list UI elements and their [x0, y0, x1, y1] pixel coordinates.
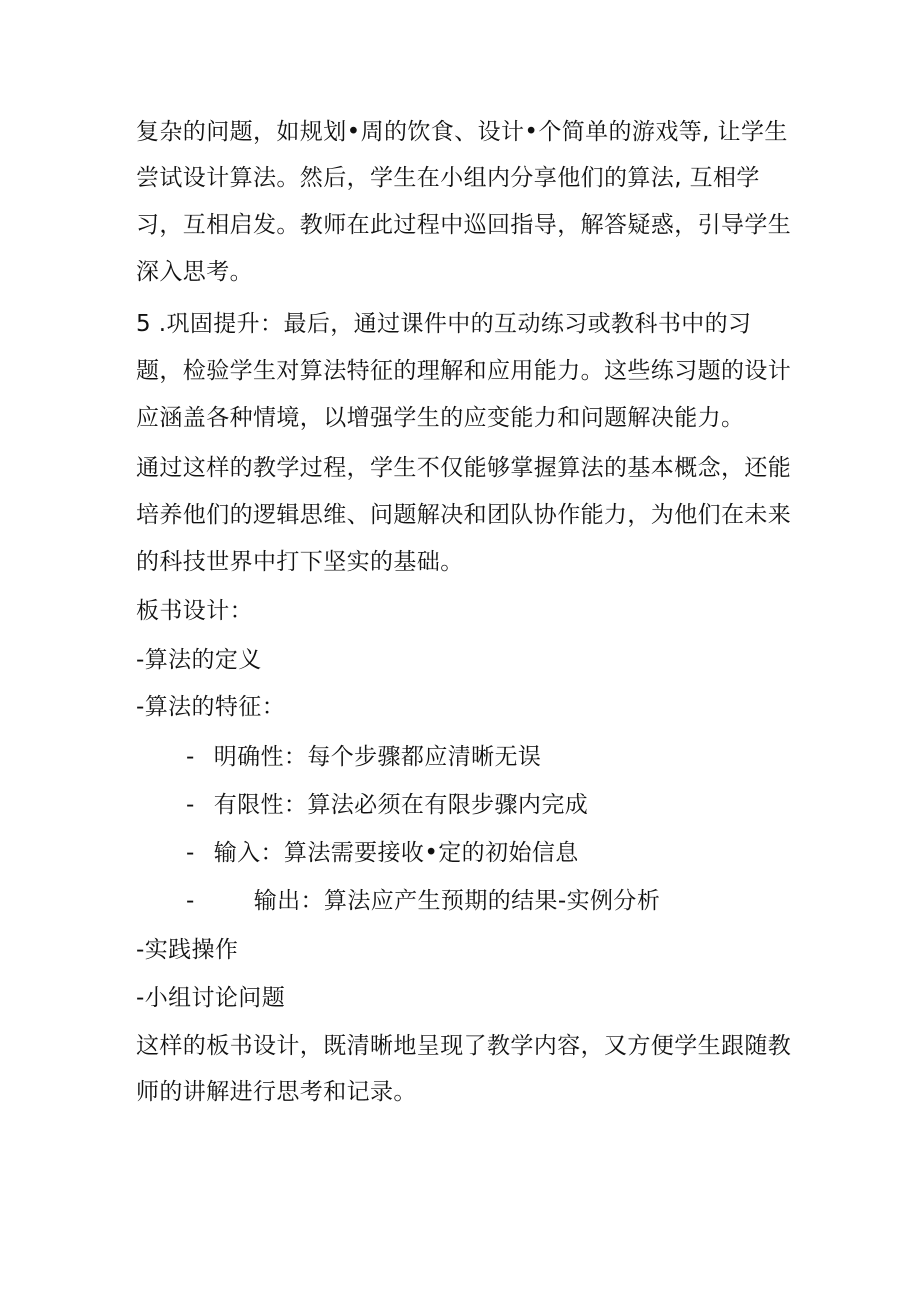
paragraph-3-line-3: 的科技世界中打下坚实的基础。	[136, 549, 464, 575]
board-item-practice: -实践操作	[136, 937, 239, 963]
feature-item-output	[186, 886, 660, 916]
list-dash: -	[186, 888, 195, 914]
paragraph-3-line-1: 通过这样的教学过程，学生不仅能够掌握算法的基本概念，还能	[136, 455, 792, 481]
board-item-features: -算法的特征：	[136, 694, 286, 720]
paragraph-1-line-2: 尝试设计算法。然后，学生在小组内分享他们的算法, 互相学	[136, 165, 760, 191]
board-item-discussion: -小组讨论问题	[136, 985, 286, 1011]
board-design-title: 板书设计：	[136, 598, 253, 624]
list-dash: -	[186, 744, 195, 770]
closing-line-1: 这样的板书设计，既清晰地呈现了教学内容，又方便学生跟随教	[136, 1033, 792, 1059]
paragraph-2-line-2: 题，检验学生对算法特征的理解和应用能力。这些练习题的设计	[136, 358, 792, 384]
paragraph-1-line-4: 深入思考。	[136, 259, 253, 285]
feature-text: 有限性：算法必须在有限步骤内完成	[213, 792, 589, 818]
paragraph-2-line-1: 5 .巩固提升：最后，通过课件中的互动练习或教科书中的习	[136, 311, 752, 337]
paragraph-1-line-1: 复杂的问题，如规划•周的饮食、设计•个简单的游戏等, 让学生	[136, 119, 788, 145]
feature-text: 输入：算法需要接收•定的初始信息	[213, 840, 579, 866]
list-dash: -	[186, 792, 195, 818]
closing-line-2: 师的讲解进行思考和记录。	[136, 1079, 417, 1105]
paragraph-2-line-3: 应涵盖各种情境，以增强学生的应变能力和问题解决能力。	[136, 405, 745, 431]
paragraph-1-line-3: 习，互相启发。教师在此过程中巡回指导，解答疑惑，引导学生	[136, 212, 792, 238]
feature-item-input	[186, 838, 579, 868]
paragraph-3-line-2: 培养他们的逻辑思维、问题解决和团队协作能力，为他们在未来	[136, 502, 792, 528]
feature-text: 明确性：每个步骤都应清晰无误	[213, 744, 542, 770]
feature-item-clarity	[186, 742, 541, 772]
feature-item-finiteness	[186, 790, 588, 820]
feature-text: 输出：算法应产生预期的结果-实例分析	[253, 888, 661, 914]
board-item-definition: -算法的定义	[136, 647, 262, 673]
list-dash: -	[186, 840, 195, 866]
